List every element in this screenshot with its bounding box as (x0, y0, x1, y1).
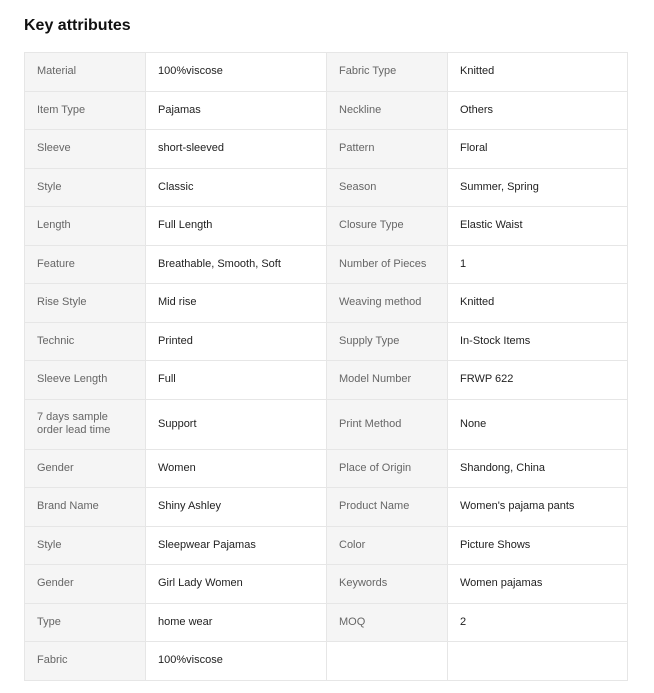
attribute-name (327, 642, 448, 681)
table-row (25, 168, 628, 207)
attribute-value: FRWP 622 (448, 361, 628, 400)
attribute-value: Women pajamas (448, 565, 628, 604)
table-row (25, 488, 628, 527)
attribute-value: Full Length (146, 207, 327, 246)
attribute-name: Season (327, 168, 448, 207)
attribute-value: In-Stock Items (448, 322, 628, 361)
attribute-value: Breathable, Smooth, Soft (146, 245, 327, 284)
attribute-value: Mid rise (146, 284, 327, 323)
table-row (25, 603, 628, 642)
attribute-value: Women's pajama pants (448, 488, 628, 527)
attribute-name: Gender (25, 449, 146, 488)
attribute-value: Pajamas (146, 91, 327, 130)
attribute-name: MOQ (327, 603, 448, 642)
table-row (25, 449, 628, 488)
attribute-name: Closure Type (327, 207, 448, 246)
attribute-name: Supply Type (327, 322, 448, 361)
attribute-name: Weaving method (327, 284, 448, 323)
attribute-value: Shandong, China (448, 449, 628, 488)
table-row (25, 245, 628, 284)
attribute-value: Floral (448, 130, 628, 169)
attribute-value: Knitted (448, 53, 628, 92)
section-title: Key attributes (24, 17, 131, 34)
attribute-value: Classic (146, 168, 327, 207)
attribute-name: Brand Name (25, 488, 146, 527)
attribute-value: Women (146, 449, 327, 488)
attribute-name: Style (25, 168, 146, 207)
attribute-value: 2 (448, 603, 628, 642)
attribute-value: Knitted (448, 284, 628, 323)
attribute-name: 7 days sample order lead time (25, 399, 146, 449)
attribute-name: Print Method (327, 399, 448, 449)
attribute-value: Picture Shows (448, 526, 628, 565)
attribute-value: Others (448, 91, 628, 130)
attribute-value: Shiny Ashley (146, 488, 327, 527)
attribute-name: Sleeve Length (25, 361, 146, 400)
attribute-value: Printed (146, 322, 327, 361)
table-row (25, 207, 628, 246)
attribute-name: Neckline (327, 91, 448, 130)
attribute-name: Style (25, 526, 146, 565)
attribute-value: Girl Lady Women (146, 565, 327, 604)
attribute-value: Elastic Waist (448, 207, 628, 246)
table-row (25, 130, 628, 169)
table-row (25, 322, 628, 361)
attribute-value (448, 642, 628, 681)
attribute-value: 100%viscose (146, 53, 327, 92)
attribute-value: Summer, Spring (448, 168, 628, 207)
attribute-value: Sleepwear Pajamas (146, 526, 327, 565)
attribute-name: Number of Pieces (327, 245, 448, 284)
attribute-value: None (448, 399, 628, 449)
attribute-name: Feature (25, 245, 146, 284)
table-row (25, 91, 628, 130)
attribute-value: short-sleeved (146, 130, 327, 169)
attribute-name: Item Type (25, 91, 146, 130)
attribute-name: Technic (25, 322, 146, 361)
attributes-table (24, 52, 628, 681)
attribute-name: Gender (25, 565, 146, 604)
attribute-name: Material (25, 53, 146, 92)
attribute-value: 100%viscose (146, 642, 327, 681)
table-row (25, 361, 628, 400)
table-row (25, 399, 628, 449)
table-row (25, 53, 628, 92)
attribute-name: Fabric (25, 642, 146, 681)
attribute-value: 1 (448, 245, 628, 284)
attribute-name: Rise Style (25, 284, 146, 323)
attribute-name: Sleeve (25, 130, 146, 169)
attribute-name: Type (25, 603, 146, 642)
attribute-name: Model Number (327, 361, 448, 400)
table-row (25, 642, 628, 681)
attribute-name: Product Name (327, 488, 448, 527)
attribute-name: Pattern (327, 130, 448, 169)
table-row (25, 526, 628, 565)
attribute-name: Keywords (327, 565, 448, 604)
attribute-name: Color (327, 526, 448, 565)
attribute-value: Full (146, 361, 327, 400)
attribute-value: home wear (146, 603, 327, 642)
attribute-name: Length (25, 207, 146, 246)
attribute-value: Support (146, 399, 327, 449)
attribute-name: Fabric Type (327, 53, 448, 92)
table-row (25, 565, 628, 604)
table-row (25, 284, 628, 323)
attribute-name: Place of Origin (327, 449, 448, 488)
